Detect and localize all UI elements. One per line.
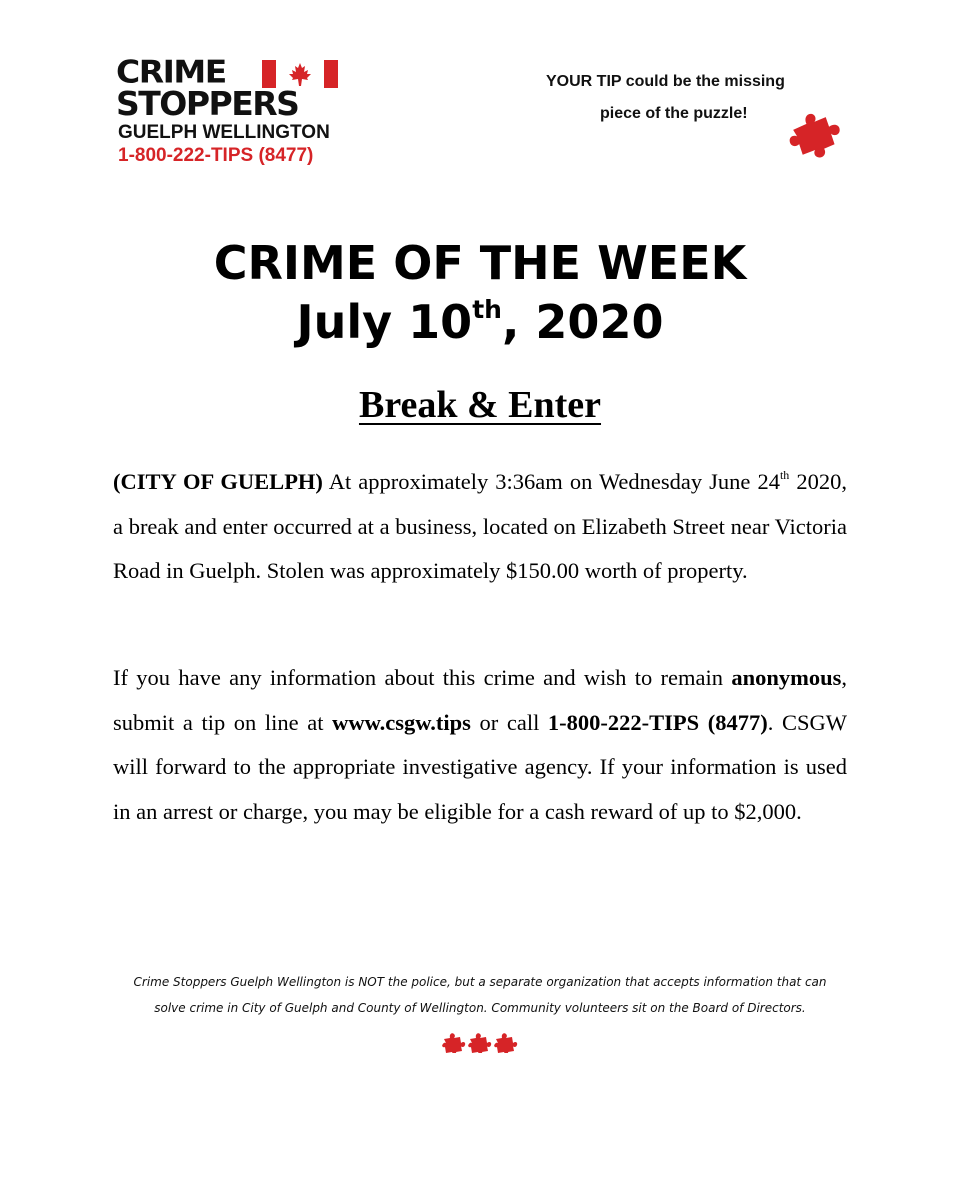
tagline-line2: piece of the puzzle! [600, 105, 748, 122]
logo-text-region: GUELPH WELLINGTON [118, 122, 330, 143]
tip-instructions: If you have any information about this crime and wish to remain anonymous, submit a tip on line at www.csgw.tips or call 1-800-222-TIPS (8477). CSGW will forward to the appropriate investigative agency. If your information is used in an arrest or charge, you may be eligible for a cash reward of up to $2,000. [113, 665, 848, 824]
anonymous-emphasis: anonymous [731, 665, 842, 690]
page-title: CRIME OF THE WEEK [213, 236, 747, 290]
disclaimer-line1: Crime Stoppers Guelph Wellington is NOT the police, but a separate organization that accepts information that can [133, 975, 827, 989]
logo-text-phone: 1-800-222-TIPS (8477) [118, 145, 314, 166]
logo-text-crime: CRIME [116, 53, 226, 91]
tagline-line1: YOUR TIP could be the missing [546, 73, 785, 90]
page-date: July 10th, 2020 [296, 295, 664, 349]
crime-type-heading: Break & Enter [358, 384, 602, 426]
logo-text-stoppers: STOPPERS [116, 84, 299, 123]
puzzle-pieces-divider-icon [442, 1031, 518, 1053]
location-label: (CITY OF GUELPH) [113, 469, 323, 494]
tips-phone-number[interactable]: 1-800-222-TIPS (8477) [547, 709, 768, 735]
disclaimer-line2: solve crime in City of Guelph and County of Wellington. Community volunteers sit on the Board of Directors. [154, 1001, 806, 1015]
incident-description: (CITY OF GUELPH) At approximately 3:36am on Wednesday June 24th 2020, a break and enter occurred at a business, located on Elizabeth Street near Victoria Road in Guelph. Stolen was approximately $150.00 worth of property. [113, 468, 847, 583]
tips-website-link[interactable]: www.csgw.tips [332, 709, 471, 735]
puzzle-piece-icon [788, 106, 854, 162]
crime-stoppers-logo [116, 53, 346, 170]
